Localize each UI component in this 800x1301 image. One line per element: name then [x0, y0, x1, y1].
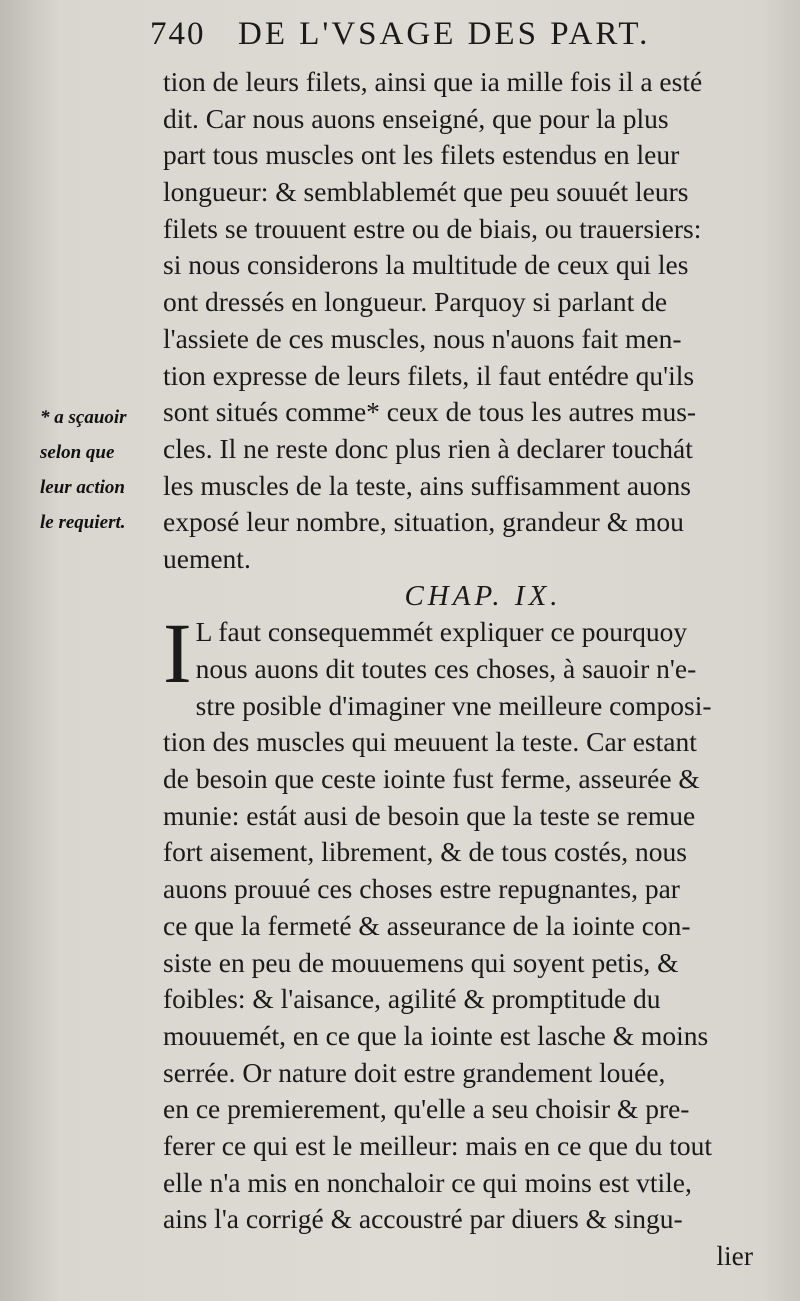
text-line: mouuemét, en ce que la iointe est lasche & moins	[163, 1019, 709, 1051]
text-line: ferer ce qui est le meilleur: mais en ce que du tout	[163, 1129, 713, 1161]
margin-note-line: le requiert.	[40, 512, 126, 533]
text-line: tion expresse de leurs filets, il faut entédre qu'ils	[163, 359, 695, 391]
text-line: tion de leurs filets, ainsi que ia mille fois il a esté	[163, 66, 703, 97]
page-number: 740	[150, 16, 206, 52]
text-line: elle n'a mis en nonchaloir ce qui moins est vtile,	[163, 1166, 692, 1198]
text-line: filets se trouuent estre ou de biais, ou trauersiers:	[163, 212, 702, 244]
text-line: exposé leur nombre, situation, grandeur & mou	[163, 506, 684, 538]
text-line: munie: estát ausi de besoin que la teste se remue	[163, 799, 696, 831]
margin-note-line: selon que	[40, 442, 115, 463]
margin-note-line: * a sçauoir	[40, 407, 127, 428]
running-title: DE L'VSAGE DES PART.	[238, 16, 651, 52]
main-text	[163, 64, 763, 1275]
text-line: stre posible d'imaginer vne meilleure composi-	[195, 689, 712, 721]
text-line: en ce premierement, qu'elle a seu choisir & pre-	[163, 1093, 690, 1125]
text-line: de besoin que ceste iointe fust ferme, asseurée &	[163, 763, 700, 795]
text-line: l'assiete de ces muscles, nous n'auons fait men-	[163, 322, 682, 354]
text-line: nous auons dit toutes ces choses, à sauoir n'e-	[195, 653, 697, 684]
text-line: fort aisement, librement, & de tous costés, nous	[163, 836, 687, 868]
text-line: les muscles de la teste, ains suffisamment auons	[163, 469, 691, 501]
text-line: serrée. Or nature doit estre grandement louée,	[163, 1056, 666, 1088]
text-line: siste en peu de mouuemens qui soyent petis, &	[163, 946, 679, 978]
page-header	[150, 14, 790, 58]
text-line: tion des muscles qui meuuent la teste. Car estant	[163, 726, 697, 758]
chapter-heading: CHAP. IX.	[404, 579, 562, 612]
text-line: uement.	[163, 542, 251, 574]
text-line: si nous considerons la multitude de ceux qui les	[163, 249, 689, 281]
text-line: foibles: & l'aisance, agilité & promptitude du	[163, 983, 661, 1015]
text-line: cles. Il ne reste donc plus rien à declarer touchát	[163, 432, 693, 464]
text-line: ains l'a corrigé & accoustré par diuers & singu-	[163, 1203, 683, 1235]
text-line: part tous muscles ont les filets estendus en leur	[163, 139, 680, 171]
text-line: L faut consequemmét expliquer ce pourquoy	[195, 616, 688, 648]
dropcap-paragraph	[163, 605, 763, 702]
text-line: ce que la fermeté & asseurance de la iointe con-	[163, 909, 691, 941]
text-line: sont situés comme* ceux de tous les autres mus-	[163, 396, 697, 428]
bleed-through-text	[0, 60, 165, 1300]
text-line: longueur: & semblablemét que peu souuét leurs	[163, 176, 689, 208]
margin-note-line: leur action	[40, 477, 125, 498]
margin-note	[40, 400, 160, 540]
text-line: auons prouué ces choses estre repugnantes, par	[163, 873, 680, 905]
text-line: ont dressés en longueur. Parquoy si parlant de	[163, 286, 668, 318]
dropcap-letter: I	[163, 605, 192, 702]
catchword: lier	[716, 1240, 753, 1271]
text-line: dit. Car nous auons enseigné, que pour la plus	[163, 102, 669, 134]
